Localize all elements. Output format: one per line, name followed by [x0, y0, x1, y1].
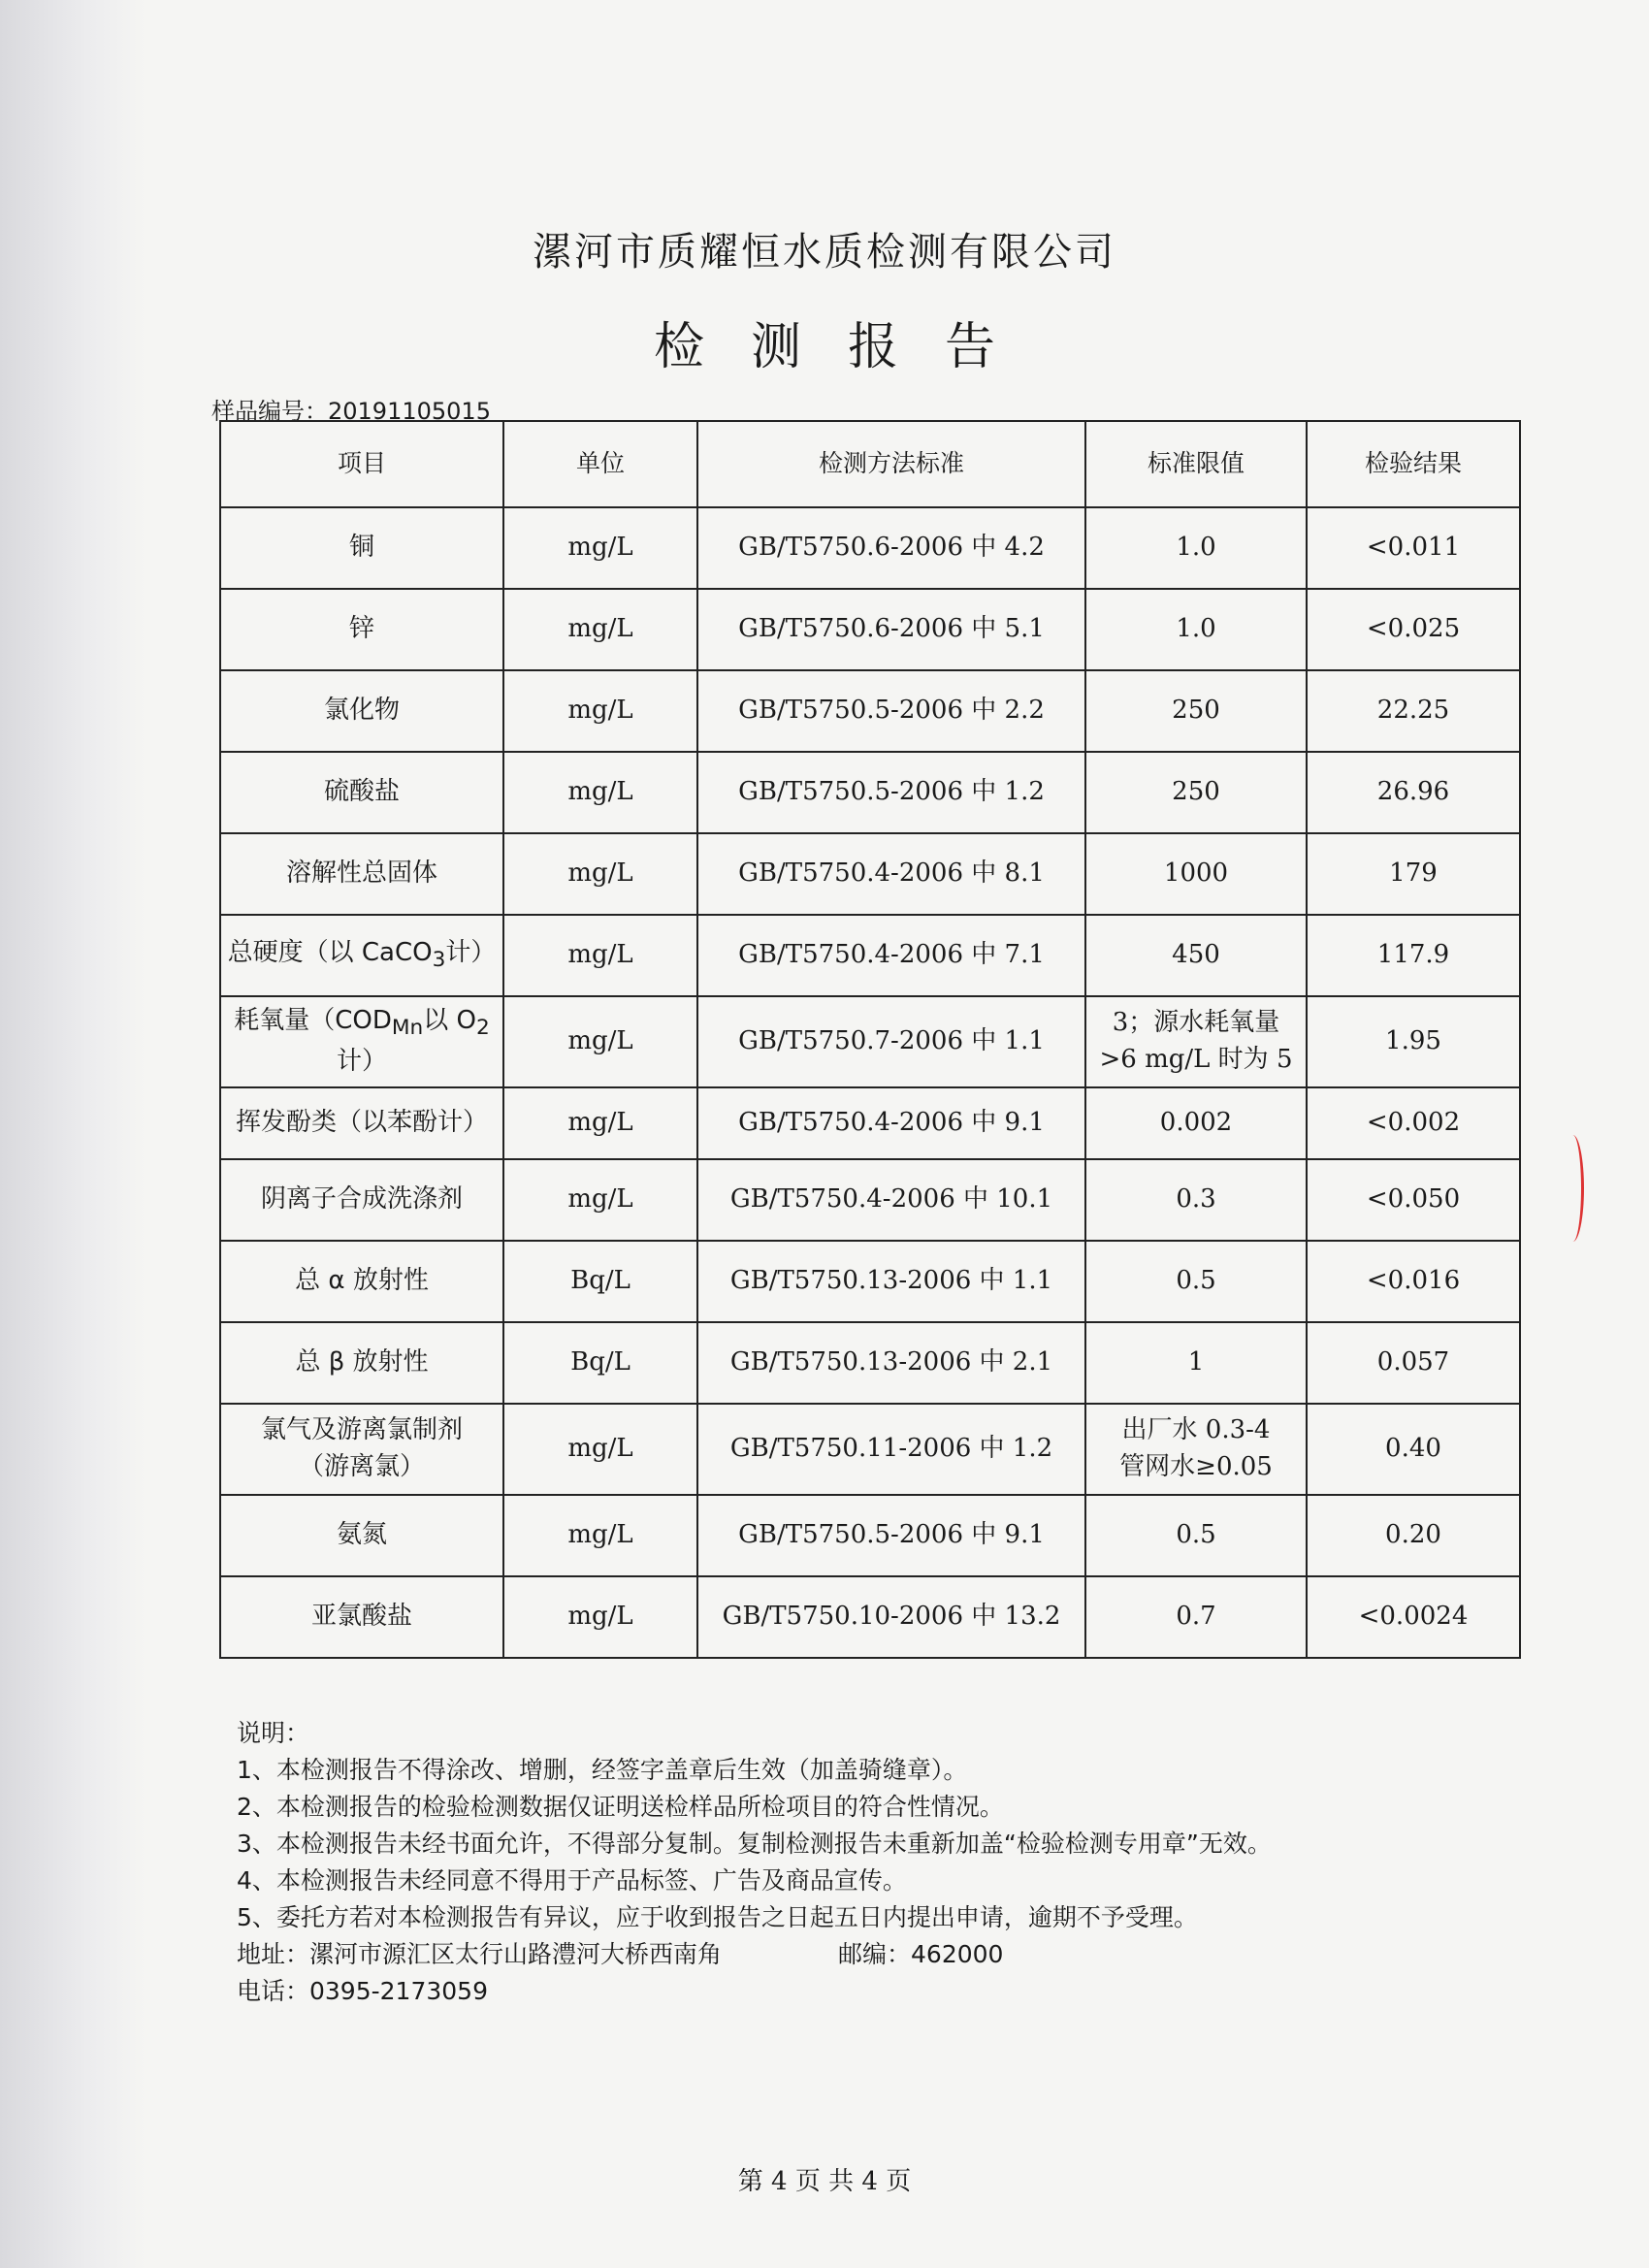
page-number: 第 4 页 共 4 页 [737, 2167, 912, 2196]
table-row [220, 1576, 1520, 1658]
address-line [237, 1936, 1272, 1973]
results-table [219, 420, 1521, 1659]
cell-limit [1085, 996, 1307, 1087]
cell-limit: 450 [1085, 915, 1307, 996]
cell-unit: mg/L [503, 1159, 697, 1241]
cell-limit: 1.0 [1085, 589, 1307, 670]
table-row [220, 915, 1520, 996]
cell-limit: 250 [1085, 752, 1307, 833]
sample-number: 样品编号：20191105015 [211, 398, 491, 425]
cell-unit: mg/L [503, 589, 697, 670]
cell-unit: mg/L [503, 833, 697, 915]
cell-limit: 0.5 [1085, 1495, 1307, 1576]
cell-unit: Bq/L [503, 1241, 697, 1322]
cell-item [220, 1404, 503, 1495]
cell-method: GB/T5750.5-2006 中 1.2 [697, 752, 1085, 833]
table-row [220, 1495, 1520, 1576]
note-item: 3、本检测报告未经书面允许，不得部分复制。复制检测报告未重新加盖“检验检测专用章”无效。 [237, 1830, 1272, 1858]
item-subscript: Mn [391, 1016, 424, 1041]
cell-method: GB/T5750.7-2006 中 1.1 [697, 996, 1085, 1087]
notes-heading: 说明： [237, 1719, 310, 1747]
address: 地址：漯河市源汇区太行山路澧河大桥西南角 [237, 1940, 723, 1968]
cell-limit: 0.002 [1085, 1087, 1307, 1159]
table-row [220, 833, 1520, 915]
cell-result: 117.9 [1307, 915, 1520, 996]
cell-limit: 1000 [1085, 833, 1307, 915]
item-text: 计） [336, 1046, 387, 1076]
postcode: 邮编：462000 [838, 1940, 1004, 1968]
table-row [220, 1159, 1520, 1241]
table-row [220, 752, 1520, 833]
cell-result: <0.016 [1307, 1241, 1520, 1322]
table-header-row [220, 421, 1520, 507]
notes-section [237, 1715, 1272, 2010]
cell-result: <0.0024 [1307, 1576, 1520, 1658]
note-item: 1、本检测报告不得涂改、增删，经签字盖章后生效（加盖骑缝章）。 [237, 1756, 968, 1784]
cell-limit: 250 [1085, 670, 1307, 752]
cell-limit [1085, 1404, 1307, 1495]
cell-unit: Bq/L [503, 1322, 697, 1404]
limit-line: 管网水≥0.05 [1119, 1452, 1273, 1481]
cell-limit: 0.3 [1085, 1159, 1307, 1241]
item-subscript: 3 [432, 948, 446, 973]
cell-method: GB/T5750.4-2006 中 9.1 [697, 1087, 1085, 1159]
header-method: 检测方法标准 [697, 421, 1085, 507]
cell-method: GB/T5750.4-2006 中 7.1 [697, 915, 1085, 996]
cell-unit: mg/L [503, 670, 697, 752]
cell-limit: 1 [1085, 1322, 1307, 1404]
cell-result: 26.96 [1307, 752, 1520, 833]
header-result: 检验结果 [1307, 421, 1520, 507]
cell-method: GB/T5750.6-2006 中 5.1 [697, 589, 1085, 670]
limit-line: 3；源水耗氧量 [1112, 1008, 1280, 1038]
cell-result: 22.25 [1307, 670, 1520, 752]
note-item: 4、本检测报告未经同意不得用于产品标签、广告及商品宣传。 [237, 1866, 907, 1895]
note-item: 5、委托方若对本检测报告有异议，应于收到报告之日起五日内提出申请，逾期不予受理。 [237, 1903, 1198, 1931]
limit-line: >6 mg/L 时为 5 [1099, 1045, 1293, 1074]
item-text: （游离氯） [298, 1452, 425, 1481]
table-row [220, 1241, 1520, 1322]
cell-result: 1.95 [1307, 996, 1520, 1087]
item-subscript: 2 [476, 1016, 490, 1041]
phone: 电话：0395-2173059 [237, 1977, 488, 2005]
cell-method: GB/T5750.13-2006 中 1.1 [697, 1241, 1085, 1322]
item-text: 以 O [423, 1006, 476, 1036]
cell-item [220, 915, 503, 996]
seal-edge-mark [1562, 1135, 1584, 1242]
cell-unit: mg/L [503, 507, 697, 589]
table-row [220, 1087, 1520, 1159]
cell-item: 氯化物 [220, 670, 503, 752]
cell-item: 总 β 放射性 [220, 1322, 503, 1404]
item-text: 计） [445, 938, 497, 968]
company-name: 漯河市质耀恒水质检测有限公司 [533, 230, 1116, 275]
cell-item: 溶解性总固体 [220, 833, 503, 915]
item-text: 总硬度（以 CaCO [227, 938, 433, 968]
cell-method: GB/T5750.5-2006 中 9.1 [697, 1495, 1085, 1576]
cell-method: GB/T5750.4-2006 中 8.1 [697, 833, 1085, 915]
item-text: 耗氧量（COD [234, 1006, 392, 1036]
table-row [220, 996, 1520, 1087]
cell-method: GB/T5750.10-2006 中 13.2 [697, 1576, 1085, 1658]
cell-limit: 0.7 [1085, 1576, 1307, 1658]
report-title: 检测报告 [653, 318, 1042, 376]
cell-item: 亚氯酸盐 [220, 1576, 503, 1658]
cell-limit: 0.5 [1085, 1241, 1307, 1322]
header-limit: 标准限值 [1085, 421, 1307, 507]
cell-unit: mg/L [503, 1404, 697, 1495]
cell-item: 总 α 放射性 [220, 1241, 503, 1322]
cell-item: 硫酸盐 [220, 752, 503, 833]
cell-item: 阴离子合成洗涤剂 [220, 1159, 503, 1241]
cell-method: GB/T5750.4-2006 中 10.1 [697, 1159, 1085, 1241]
cell-method: GB/T5750.13-2006 中 2.1 [697, 1322, 1085, 1404]
table-row [220, 670, 1520, 752]
cell-unit: mg/L [503, 1495, 697, 1576]
cell-result: 0.40 [1307, 1404, 1520, 1495]
item-text: 氯气及游离氯制剂 [260, 1415, 463, 1445]
table-row [220, 1322, 1520, 1404]
table-row [220, 507, 1520, 589]
cell-unit: mg/L [503, 915, 697, 996]
cell-result: 179 [1307, 833, 1520, 915]
cell-unit: mg/L [503, 1087, 697, 1159]
cell-result: 0.057 [1307, 1322, 1520, 1404]
cell-result: <0.002 [1307, 1087, 1520, 1159]
cell-item: 氨氮 [220, 1495, 503, 1576]
cell-result: <0.050 [1307, 1159, 1520, 1241]
cell-result: 0.20 [1307, 1495, 1520, 1576]
header-item: 项目 [220, 421, 503, 507]
cell-item: 挥发酚类（以苯酚计） [220, 1087, 503, 1159]
cell-unit: mg/L [503, 752, 697, 833]
cell-item: 铜 [220, 507, 503, 589]
note-item: 2、本检测报告的检验检测数据仅证明送检样品所检项目的符合性情况。 [237, 1793, 1004, 1821]
cell-limit: 1.0 [1085, 507, 1307, 589]
limit-line: 出厂水 0.3-4 [1121, 1415, 1271, 1445]
cell-result: <0.011 [1307, 507, 1520, 589]
cell-item [220, 996, 503, 1087]
cell-result: <0.025 [1307, 589, 1520, 670]
header-unit: 单位 [503, 421, 697, 507]
table-row [220, 589, 1520, 670]
cell-method: GB/T5750.5-2006 中 2.2 [697, 670, 1085, 752]
cell-method: GB/T5750.6-2006 中 4.2 [697, 507, 1085, 589]
cell-item: 锌 [220, 589, 503, 670]
cell-unit: mg/L [503, 996, 697, 1087]
cell-unit: mg/L [503, 1576, 697, 1658]
table-row [220, 1404, 1520, 1495]
cell-method: GB/T5750.11-2006 中 1.2 [697, 1404, 1085, 1495]
